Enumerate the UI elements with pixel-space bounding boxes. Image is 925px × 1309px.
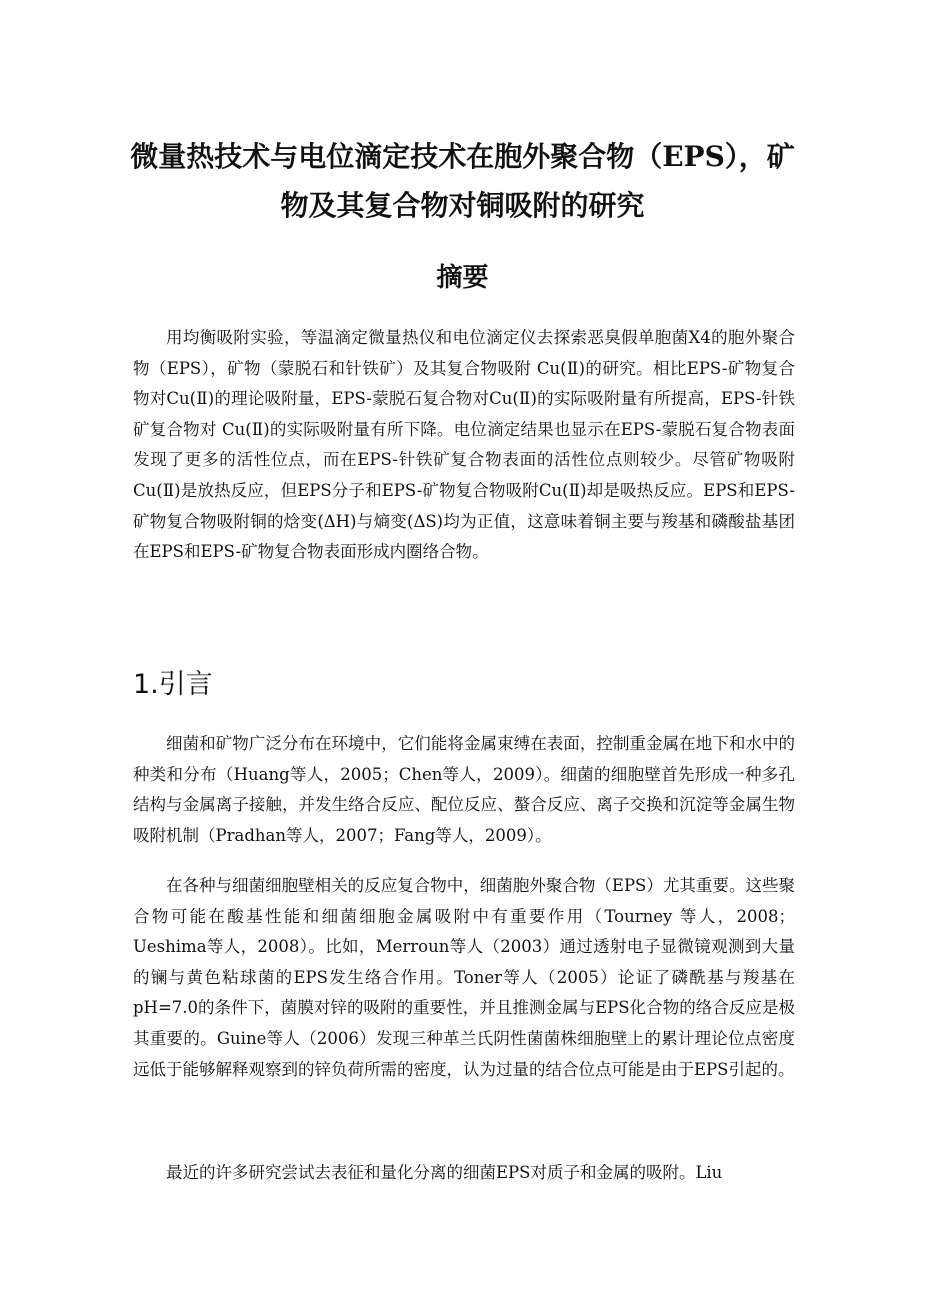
paper-title-line-1: 微量热技术与电位滴定技术在胞外聚合物（EPS），矿 [130,140,795,173]
abstract-paragraph: 用均衡吸附实验，等温滴定微量热仪和电位滴定仪去探索恶臭假单胞菌X4的胞外聚合物（EPS），矿物（蒙脱石和针铁矿）及其复合物吸附 Cu(Ⅱ)的研究。相比EPS-矿物复合物对Cu(Ⅱ)的理论吸附量，EPS-蒙脱石复合物对Cu(Ⅱ)的实际吸附量有所提高，EPS-针铁矿复合物对 Cu(Ⅱ)的实际吸附量有所下降。电位滴定结果也显示在EPS-蒙脱石复合物表面发现了更多的活性位点，而在EPS-针铁矿复合物表面的活性位点则较少。尽管矿物吸附Cu(Ⅱ)是放热反应，但EPS分子和EPS-矿物复合物吸附Cu(Ⅱ)却是吸热反应。EPS和EPS-矿物复合物吸附铜的焓变(ΔH)与熵变(ΔS)均为正值，这意味着铜主要与羧基和磷酸盐基团在EPS和EPS-矿物复合物表面形成内圈络合物。 [133,328,795,562]
introduction-paragraph-1: 细菌和矿物广泛分布在环境中，它们能将金属束缚在表面，控制重金属在地下和水中的种类和分布（Huang等人，2005；Chen等人，2009）。细菌的细胞壁首先形成一种多孔结构与金属离子接触，并发生络合反应、配位反应、螯合反应、离子交换和沉淀等金属生物吸附机制（Pradhan等人，2007；Fang等人，2009）。 [133,734,795,845]
abstract-heading: 摘要 [436,263,489,293]
paper-title-line-2: 物及其复合物对铜吸附的研究 [280,189,645,222]
introduction-paragraph-2: 在各种与细菌细胞壁相关的反应复合物中，细菌胞外聚合物（EPS）尤其重要。这些聚合物可能在酸基性能和细菌细胞金属吸附中有重要作用（Tourney 等人，2008；Ueshima等人，2008）。比如，Merroun等人（2003）通过透射电子显微镜观测到大量的镧与黄色粘球菌的EPS发生络合作用。Toner等人（2005）论证了磷酰基与羧基在pH=7.0的条件下，菌膜对锌的吸附的重要性，并且推测金属与EPS化合物的络合反应是极其重要的。Guine等人（2006）发现三种革兰氏阴性菌菌株细胞壁上的累计理论位点密度远低于能够解释观察到的锌负荷所需的密度，认为过量的结合位点可能是由于EPS引起的。 [133,876,795,1079]
introduction-paragraph-3: 最近的许多研究尝试去表征和量化分离的细菌EPS对质子和金属的吸附。Liu [166,1163,723,1182]
section-heading-introduction: 1.引言 [133,669,213,700]
